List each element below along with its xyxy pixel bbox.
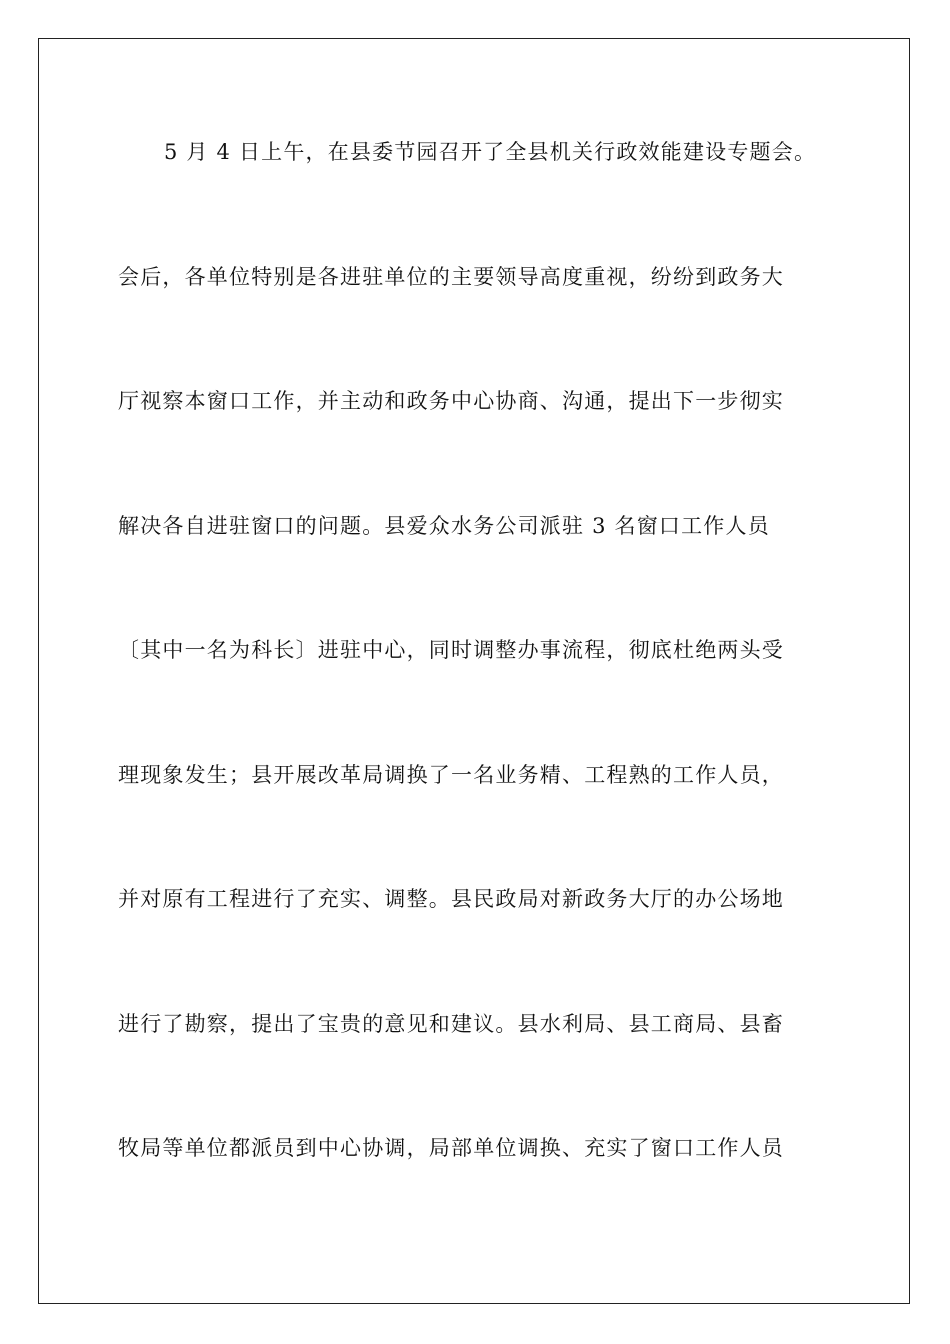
paragraph-line-1: 5 月 4 日上午，在县委节园召开了全县机关行政效能建设专题会。 [164, 140, 817, 164]
paragraph-line-7: 并对原有工程进行了充实、调整。县民政局对新政务大厅的办公场地 [118, 887, 784, 911]
paragraph-line-9: 牧局等单位都派员到中心协调，局部单位调换、充实了窗口工作人员 [118, 1136, 784, 1160]
paragraph-line-3: 厅视察本窗口工作，并主动和政务中心协商、沟通，提出下一步彻实 [118, 389, 784, 413]
paragraph-line-2: 会后，各单位特别是各进驻单位的主要领导高度重视，纷纷到政务大 [118, 264, 784, 289]
paragraph-line-6: 理现象发生；县开展改革局调换了一名业务精、工程熟的工作人员， [118, 762, 784, 787]
paragraph-line-5: 〔其中一名为科长〕进驻中心，同时调整办事流程，彻底杜绝两头受 [118, 638, 784, 662]
document-body [118, 130, 838, 1251]
paragraph-line-8: 进行了勘察，提出了宝贵的意见和建议。县水利局、县工商局、县畜 [118, 1011, 784, 1036]
paragraph-line-4: 解决各自进驻窗口的问题。县爱众水务公司派驻 3 名窗口工作人员 [118, 513, 770, 538]
